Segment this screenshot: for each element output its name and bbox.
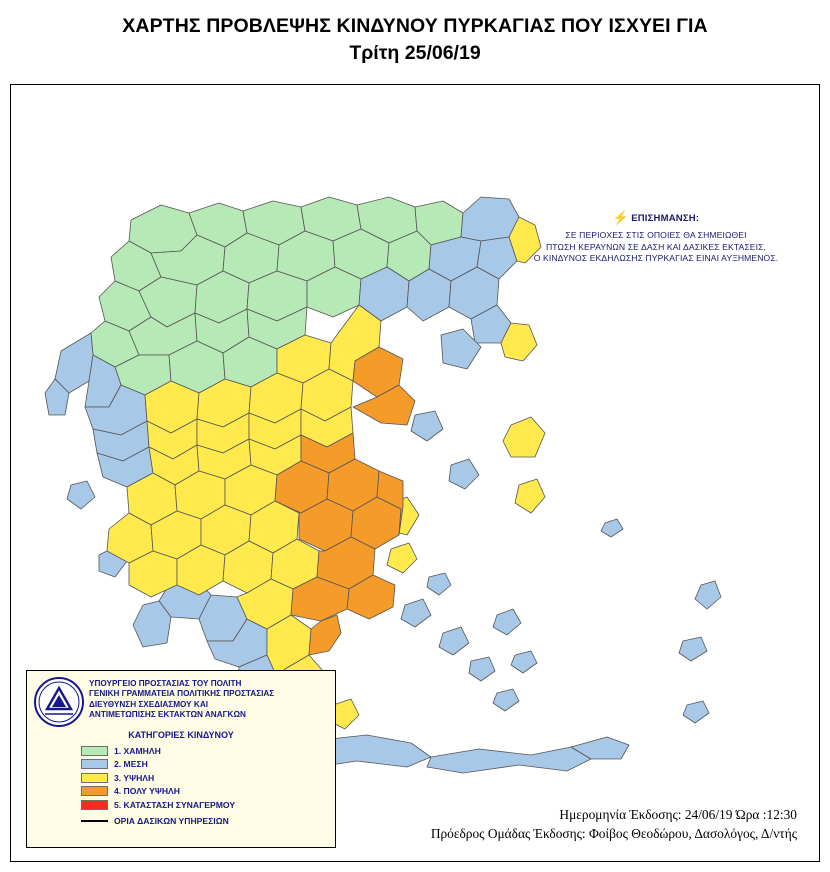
legend-boundary bbox=[27, 816, 335, 826]
org-line: ΓΕΝΙΚΗ ΓΡΑΜΜΑΤΕΙΑ ΠΟΛΙΤΙΚΗΣ ΠΡΟΣΤΑΣΙΑΣ bbox=[89, 689, 275, 699]
page-title bbox=[0, 14, 830, 66]
legend-swatch-very-high bbox=[81, 786, 108, 796]
legend-item-high bbox=[81, 771, 335, 785]
legend-categories-title: ΚΑΤΗΓΟΡΙΕΣ ΚΙΝΔΥΝΟΥ bbox=[128, 730, 234, 740]
org-line: ΥΠΟΥΡΓΕΙΟ ΠΡΟΣΤΑΣΙΑΣ ΤΟΥ ΠΟΛΙΤΗ bbox=[89, 679, 242, 688]
boundary-line-icon bbox=[81, 820, 108, 822]
legend-item-medium bbox=[81, 758, 335, 772]
warning-note-body bbox=[516, 230, 796, 265]
issue-date: Ημερομηνία Έκδοσης: 24/06/19 Ώρα :12:30 bbox=[559, 807, 797, 822]
legend-swatch-high bbox=[81, 773, 108, 783]
legend-label-low: 1. ΧΑΜΗΛΗ bbox=[114, 745, 161, 756]
org-line: ΑΝΤΙΜΕΤΩΠΙΣΗΣ ΕΚΤΑΚΤΩΝ ΑΝΑΓΚΩΝ bbox=[89, 710, 246, 720]
org-line: ΔΙΕΥΘΥΝΣΗ ΣΧΕΔΙΑΣΜΟΥ ΚΑΙ bbox=[89, 699, 209, 709]
lightning-bolt-icon: ⚡ bbox=[612, 210, 630, 225]
title-line-1: ΧΑΡΤΗΣ ΠΡΟΒΛΕΨΗΣ ΚΙΝΔΥΝΟΥ ΠΥΡΚΑΓΙΑΣ ΠΟΥ ΙΣΧΥΕΙ ΓΙΑ bbox=[122, 15, 708, 37]
legend-header bbox=[27, 671, 335, 728]
warning-note-line: ΣΕ ΠΕΡΙΟΧΕΣ ΣΤΙΣ ΟΠΟΙΕΣ ΘΑ ΣΗΜΕΙΩΘΕΙ bbox=[565, 230, 747, 240]
legend-item-low bbox=[81, 744, 335, 758]
warning-note-line: Ο ΚΙΝΔΥΝΟΣ ΕΚΔΗΛΩΣΗΣ ΠΥΡΚΑΓΙΑΣ ΕΙΝΑΙ ΑΥΞΗΜΕΝΟΣ. bbox=[533, 253, 779, 264]
warning-note bbox=[516, 210, 796, 265]
issuing-authority: Πρόεδρος Ομάδας Έκδοσης: Φοίβος Θεοδώρου, Δασολόγος, Δ/ντής bbox=[430, 826, 797, 841]
map-frame bbox=[10, 84, 820, 862]
legend-organization bbox=[89, 676, 329, 721]
warning-note-heading-text: ΕΠΙΣΗΜΑΝΣΗ: bbox=[631, 213, 700, 224]
legend-label-boundary: ΟΡΙΑ ΔΑΣΙΚΩΝ ΥΠΗΡΕΣΙΩΝ bbox=[114, 815, 229, 826]
legend-swatch-medium bbox=[81, 759, 108, 769]
warning-note-heading bbox=[516, 210, 796, 226]
legend-label-high: 3. ΥΨΗΛΗ bbox=[114, 772, 155, 783]
legend-label-very-high: 4. ΠΟΛΥ ΥΨΗΛΗ bbox=[114, 786, 180, 797]
warning-note-line: ΠΤΩΣΗ ΚΕΡΑΥΝΩΝ ΣΕ ΔΑΣΗ ΚΑΙ ΔΑΣΙΚΕΣ ΕΚΤΑΣΕΙΣ, bbox=[545, 241, 766, 252]
footer-block bbox=[431, 805, 797, 843]
legend-box bbox=[26, 670, 336, 848]
legend-swatch-alarm bbox=[81, 800, 108, 810]
legend-label-alarm: 5. ΚΑΤΑΣΤΑΣΗ ΣΥΝΑΓΕΡΜΟΥ bbox=[114, 799, 236, 810]
legend-items bbox=[27, 744, 335, 812]
legend-item-alarm bbox=[81, 798, 335, 812]
legend-swatch-low bbox=[81, 746, 108, 756]
legend-item-very-high bbox=[81, 785, 335, 799]
civil-protection-logo bbox=[33, 676, 85, 728]
legend-label-medium: 2. ΜΕΣΗ bbox=[114, 759, 148, 770]
title-line-2: Τρίτη 25/06/19 bbox=[349, 42, 481, 64]
